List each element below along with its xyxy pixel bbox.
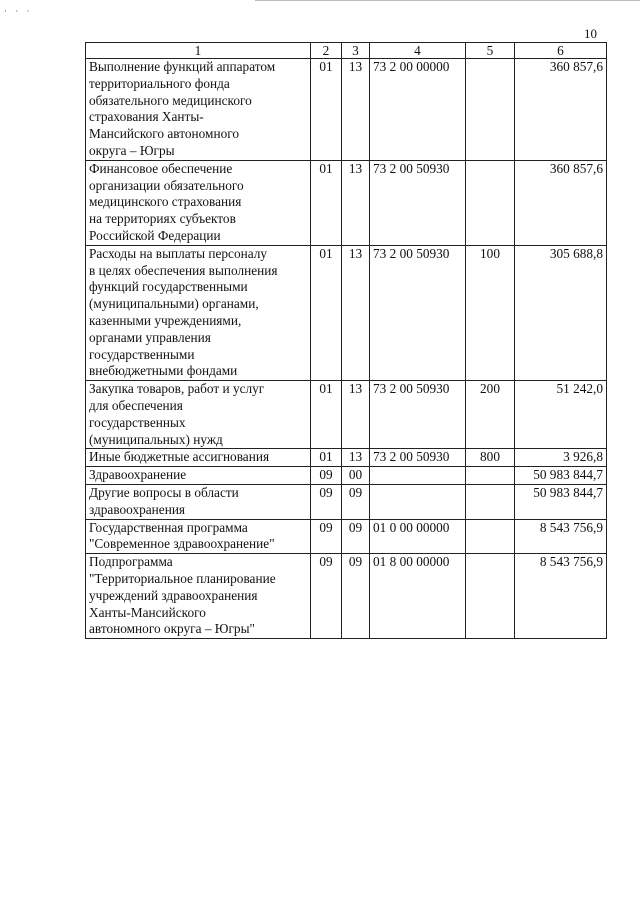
row-section-cell: 01	[311, 59, 342, 161]
row-expense-type-cell	[466, 467, 515, 485]
row-name-line: (муниципальными) органами,	[89, 296, 259, 312]
row-expense-type-cell: 800	[466, 449, 515, 467]
row-name-line: автономного округа – Югры"	[89, 621, 255, 637]
row-target-article-cell: 73 2 00 50930	[370, 381, 466, 449]
row-section-cell: 09	[311, 554, 342, 639]
row-name-cell	[86, 519, 311, 554]
row-name-cell	[86, 484, 311, 519]
row-name-cell	[86, 467, 311, 485]
row-subsection-cell: 13	[342, 245, 370, 380]
row-name-cell	[86, 59, 311, 161]
table-row	[86, 484, 607, 519]
row-name-line: "Территориальное планирование	[89, 570, 276, 586]
row-name-line: органами управления	[89, 329, 211, 345]
row-name-line: округа – Югры	[89, 142, 175, 158]
row-name-line: государственных	[89, 414, 186, 430]
row-target-article-cell: 73 2 00 00000	[370, 59, 466, 161]
header-col-4: 4	[370, 43, 466, 59]
row-name-line: "Современное здравоохранение"	[89, 536, 275, 552]
row-name-line: Иные бюджетные ассигнования	[89, 449, 270, 465]
row-name-line: Здравоохранение	[89, 467, 187, 483]
row-name-line: Закупка товаров, работ и услуг	[89, 381, 265, 397]
row-name-line: Другие вопросы в области	[89, 484, 239, 500]
row-amount-cell: 8 543 756,9	[515, 554, 607, 639]
row-amount-cell: 50 983 844,7	[515, 467, 607, 485]
scan-edge-line	[255, 0, 640, 1]
table-row	[86, 160, 607, 245]
row-target-article-cell	[370, 484, 466, 519]
row-name-line: здравоохранения	[89, 501, 186, 517]
row-amount-cell: 8 543 756,9	[515, 519, 607, 554]
row-section-cell: 01	[311, 160, 342, 245]
header-col-5: 5	[466, 43, 515, 59]
budget-table	[85, 42, 607, 639]
row-section-cell: 01	[311, 245, 342, 380]
header-col-2: 2	[311, 43, 342, 59]
table-row	[86, 554, 607, 639]
row-name-line: территориального фонда	[89, 75, 230, 91]
row-name-line: функций государственными	[89, 279, 248, 295]
row-subsection-cell: 13	[342, 160, 370, 245]
header-col-6: 6	[515, 43, 607, 59]
row-amount-cell: 3 926,8	[515, 449, 607, 467]
row-subsection-cell: 09	[342, 484, 370, 519]
row-subsection-cell: 13	[342, 381, 370, 449]
row-name-line: Мансийского автономного	[89, 126, 239, 142]
row-name-cell	[86, 245, 311, 380]
table-row	[86, 467, 607, 485]
row-name-line: Выполнение функций аппаратом	[89, 59, 276, 74]
row-name-line: Российской Федерации	[89, 227, 221, 243]
table-header-row	[86, 43, 607, 59]
table-row	[86, 59, 607, 161]
row-name-line: Расходы на выплаты персоналу	[89, 245, 268, 261]
row-expense-type-cell	[466, 519, 515, 554]
row-expense-type-cell	[466, 160, 515, 245]
row-expense-type-cell	[466, 484, 515, 519]
row-name-cell	[86, 160, 311, 245]
page-number: 10	[584, 26, 597, 41]
row-target-article-cell: 01 8 00 00000	[370, 554, 466, 639]
row-section-cell: 09	[311, 484, 342, 519]
row-name-line: медицинского страхования	[89, 194, 242, 210]
table-row	[86, 519, 607, 554]
row-section-cell: 01	[311, 449, 342, 467]
row-subsection-cell: 13	[342, 59, 370, 161]
row-expense-type-cell	[466, 59, 515, 161]
row-target-article-cell: 73 2 00 50930	[370, 160, 466, 245]
row-name-line: внебюджетными фондами	[89, 363, 238, 379]
row-target-article-cell: 73 2 00 50930	[370, 449, 466, 467]
row-name-line: в целях обеспечения выполнения	[89, 262, 278, 278]
row-subsection-cell: 00	[342, 467, 370, 485]
row-name-line: на территориях субъектов	[89, 211, 236, 227]
row-subsection-cell: 09	[342, 554, 370, 639]
row-name-line: организации обязательного	[89, 177, 244, 193]
row-name-cell	[86, 449, 311, 467]
row-subsection-cell: 13	[342, 449, 370, 467]
header-col-1: 1	[86, 43, 311, 59]
row-name-cell	[86, 554, 311, 639]
table-row	[86, 245, 607, 380]
row-name-cell	[86, 381, 311, 449]
row-name-line: Государственная программа	[89, 519, 248, 535]
row-name-line: государственными	[89, 346, 195, 362]
row-section-cell: 01	[311, 381, 342, 449]
row-amount-cell: 50 983 844,7	[515, 484, 607, 519]
row-section-cell: 09	[311, 467, 342, 485]
row-amount-cell: 51 242,0	[515, 381, 607, 449]
header-col-3: 3	[342, 43, 370, 59]
scan-artifact-marks: · · ·	[4, 6, 33, 16]
table-row	[86, 449, 607, 467]
row-amount-cell: 305 688,8	[515, 245, 607, 380]
table-row	[86, 381, 607, 449]
row-target-article-cell: 01 0 00 00000	[370, 519, 466, 554]
row-name-line: Ханты-Мансийского	[89, 604, 206, 620]
row-name-line: казенными учреждениями,	[89, 312, 242, 328]
row-expense-type-cell: 100	[466, 245, 515, 380]
row-name-line: страхования Ханты-	[89, 109, 204, 125]
row-amount-cell: 360 857,6	[515, 160, 607, 245]
row-name-line: (муниципальных) нужд	[89, 431, 223, 447]
row-target-article-cell	[370, 467, 466, 485]
row-amount-cell: 360 857,6	[515, 59, 607, 161]
row-name-line: учреждений здравоохранения	[89, 587, 258, 603]
row-name-line: Финансовое обеспечение	[89, 160, 233, 176]
row-section-cell: 09	[311, 519, 342, 554]
row-name-line: Подпрограмма	[89, 554, 173, 570]
row-expense-type-cell: 200	[466, 381, 515, 449]
row-name-line: для обеспечения	[89, 397, 183, 413]
row-expense-type-cell	[466, 554, 515, 639]
row-subsection-cell: 09	[342, 519, 370, 554]
row-name-line: обязательного медицинского	[89, 92, 252, 108]
row-target-article-cell: 73 2 00 50930	[370, 245, 466, 380]
